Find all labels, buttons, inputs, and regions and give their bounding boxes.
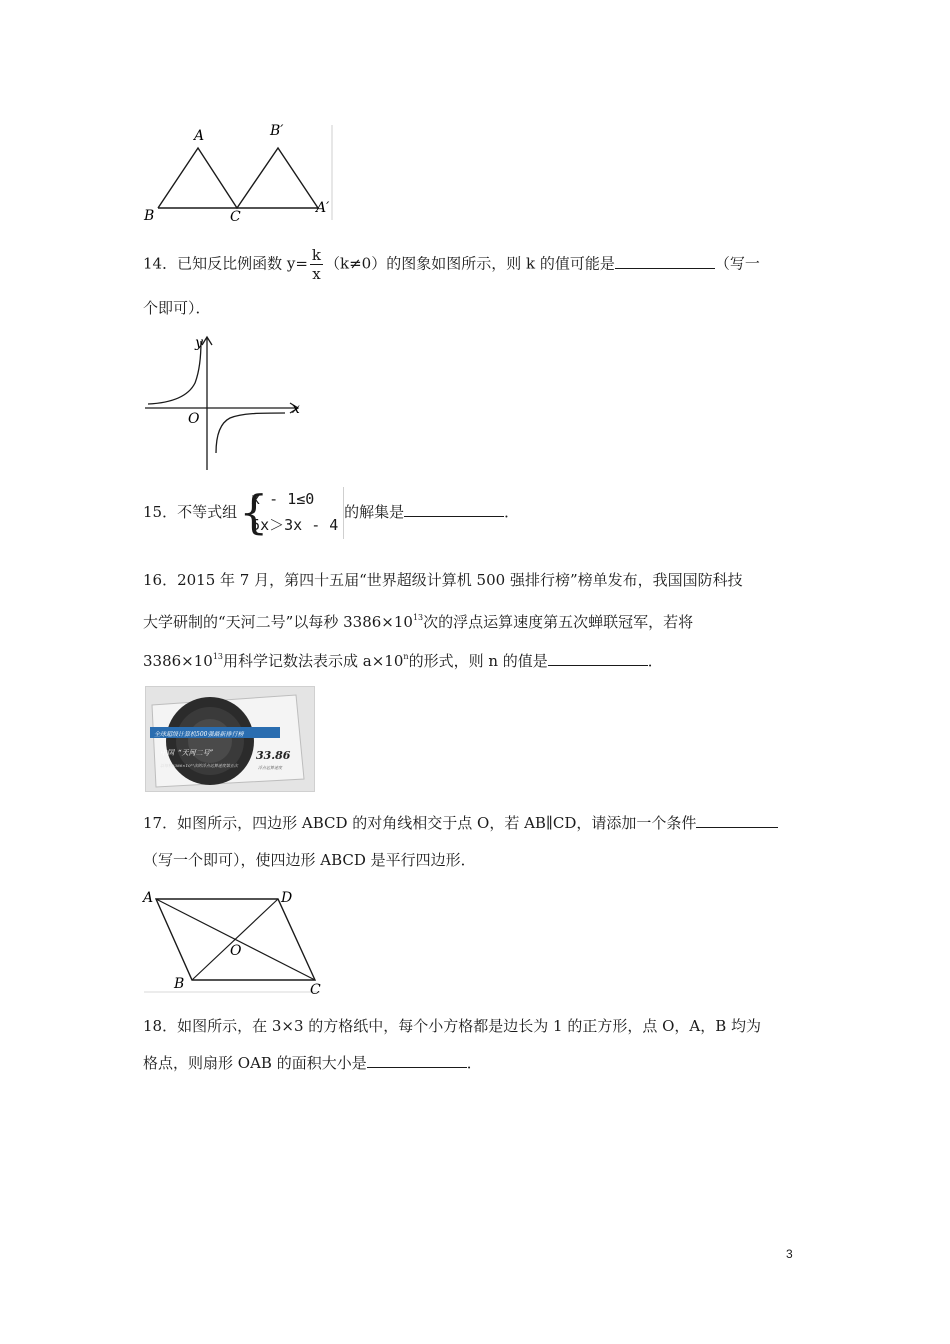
q18-end: ．: [466, 1054, 482, 1072]
q16-answer-blank[interactable]: [548, 651, 648, 666]
q16-line3-b: 用科学记数法表示成 a×10: [223, 652, 404, 670]
q16-exp13-b: 13: [212, 652, 224, 661]
q16-line2-a: 大学研制的“天河二号”以每秒 3386×10: [143, 613, 413, 631]
label-a: A: [143, 890, 154, 906]
triangles-figure: [140, 120, 340, 225]
q18-line1: 18．如图所示，在 3×3 的方格纸中，每个小方格都是边长为 1 的正方形，点 O，A，B 均为: [143, 1017, 762, 1035]
branch-lower-right: [216, 413, 285, 453]
q16-exp13-a: 13: [412, 613, 424, 622]
q16-line2: [143, 608, 693, 632]
q17-answer-blank[interactable]: [696, 813, 778, 828]
inequality-2: 5x＞3x - 4: [251, 516, 339, 534]
y-label: y: [195, 335, 203, 351]
label-o: O: [230, 943, 242, 959]
label-a: A: [194, 128, 205, 144]
q14-prefix: 14．已知反比例函数 y=: [143, 254, 308, 273]
hyperbola-figure: [140, 325, 310, 475]
x-label: x: [292, 401, 300, 417]
label-b-prime: B′: [270, 123, 284, 139]
inequality-1: x - 1≤0: [251, 490, 315, 508]
left-brace: {: [239, 485, 269, 539]
triangle-edges: [158, 148, 318, 208]
q15-suffix: 的解集是: [344, 503, 405, 521]
q17-line1: [143, 813, 778, 833]
inequality-system: [239, 487, 344, 539]
q14-frac-den: x: [312, 265, 321, 283]
label-c: C: [310, 982, 321, 998]
q14-fraction: [310, 246, 323, 283]
photo-banner: 全球超级计算机500强最新排行榜: [154, 731, 244, 738]
label-b: B: [144, 208, 155, 224]
q14-frac-num: k: [311, 246, 321, 264]
photo-tianhe: “天河二号”: [178, 749, 214, 757]
q16-line3: [143, 647, 663, 671]
photo-china: 中国: [160, 749, 174, 757]
label-c: C: [230, 209, 241, 225]
diagonal-bd: [192, 899, 278, 980]
q14-line2: 个即可）．: [143, 299, 211, 317]
q18-line2: [143, 1053, 482, 1073]
q18-text2: 格点，则扇形 OAB 的面积大小是: [143, 1054, 367, 1072]
photo-value: 33.86: [256, 749, 291, 762]
page-number: 3: [786, 1247, 793, 1261]
q18-answer-blank[interactable]: [367, 1053, 467, 1068]
label-b: B: [174, 976, 185, 992]
origin-label: O: [188, 411, 200, 427]
q15-answer-blank[interactable]: [404, 502, 504, 517]
photo-graphic: [146, 687, 314, 791]
q16-line1: 16．2015 年 7 月，第四十五届“世界超级计算机 500 强排行榜”榜单发布，我国国防科技: [143, 571, 743, 589]
q14-middle: （k≠0）的图象如图所示，则 k 的值可能是: [325, 254, 615, 273]
q16-line2-b: 次的浮点运算速度第五次蝉联冠军，若将: [423, 613, 694, 631]
q16-exp-n: n: [403, 652, 409, 661]
branch-upper-left: [148, 341, 201, 404]
q14-line1: [143, 246, 760, 283]
photo-tagline: 浮点运算速度: [258, 765, 282, 770]
photo-caption: 以每秒3386×10¹³次的浮点运算速度第五次: [160, 763, 238, 768]
q17-text1: 17．如图所示，四边形 ABCD 的对角线相交于点 O，若 AB∥CD，请添加一个条件: [143, 814, 697, 832]
q14-answer-blank[interactable]: [615, 254, 715, 269]
label-a-prime: A′: [316, 200, 330, 216]
q16-end: ．: [647, 652, 663, 670]
label-d: D: [281, 890, 293, 906]
q14-suffix: （写一: [714, 254, 760, 273]
parallelogram-figure: [140, 885, 325, 1000]
tianhe-photo: [145, 686, 315, 792]
q15-end: ．: [504, 503, 520, 521]
q15-prefix: 15．不等式组: [143, 503, 238, 521]
q15-line: [143, 486, 519, 539]
q16-line3-a: 3386×10: [143, 652, 213, 670]
q16-line3-c: 的形式，则 n 的值是: [408, 652, 548, 670]
q17-line2: （写一个即可），使四边形 ABCD 是平行四边形．: [143, 851, 476, 869]
